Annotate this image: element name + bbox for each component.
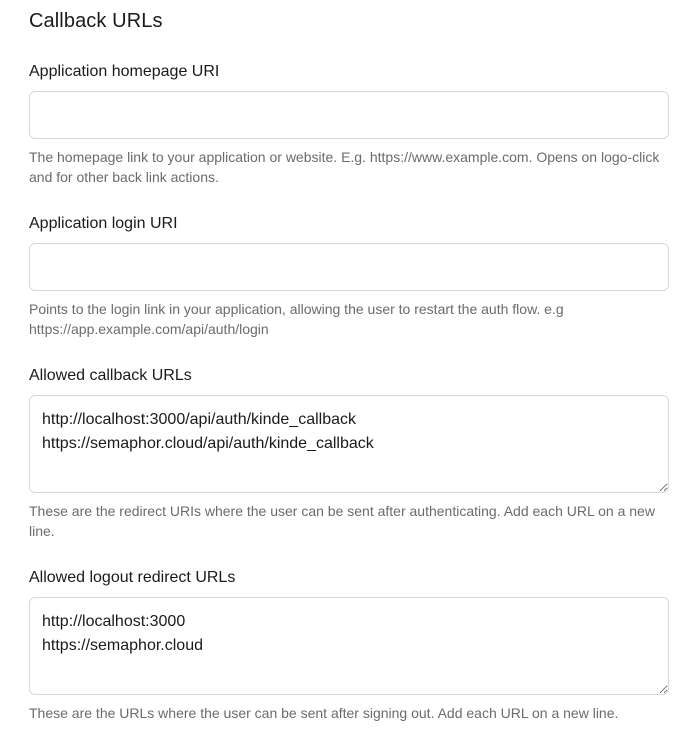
- homepage-uri-help: The homepage link to your application or website. E.g. https://www.example.com. Opens on logo-click and for other back link actions.: [29, 149, 660, 185]
- login-uri-help: Points to the login link in your application, allowing the user to restart the auth flow. e.g https://app.example.com/api/auth/login: [29, 301, 564, 337]
- callback-urls-help: These are the redirect URIs where the user can be sent after authenticating. Add each URL on a new line.: [29, 503, 655, 539]
- login-uri-input[interactable]: [29, 243, 669, 291]
- callback-urls-label: Allowed callback URLs: [29, 367, 192, 384]
- homepage-uri-label: Application homepage URI: [29, 63, 220, 80]
- field-login-uri: [29, 214, 669, 339]
- section-title: Callback URLs: [29, 10, 163, 32]
- callback-urls-textarea[interactable]: [29, 395, 669, 493]
- logout-redirect-urls-label: Allowed logout redirect URLs: [29, 569, 236, 586]
- homepage-uri-input[interactable]: [29, 91, 669, 139]
- field-logout-redirect-urls: [29, 568, 669, 723]
- login-uri-label: Application login URI: [29, 215, 178, 232]
- field-callback-urls: [29, 366, 669, 541]
- logout-redirect-urls-help: These are the URLs where the user can be sent after signing out. Add each URL on a new line.: [29, 705, 619, 721]
- field-homepage-uri: [29, 62, 669, 187]
- logout-redirect-urls-textarea[interactable]: [29, 597, 669, 695]
